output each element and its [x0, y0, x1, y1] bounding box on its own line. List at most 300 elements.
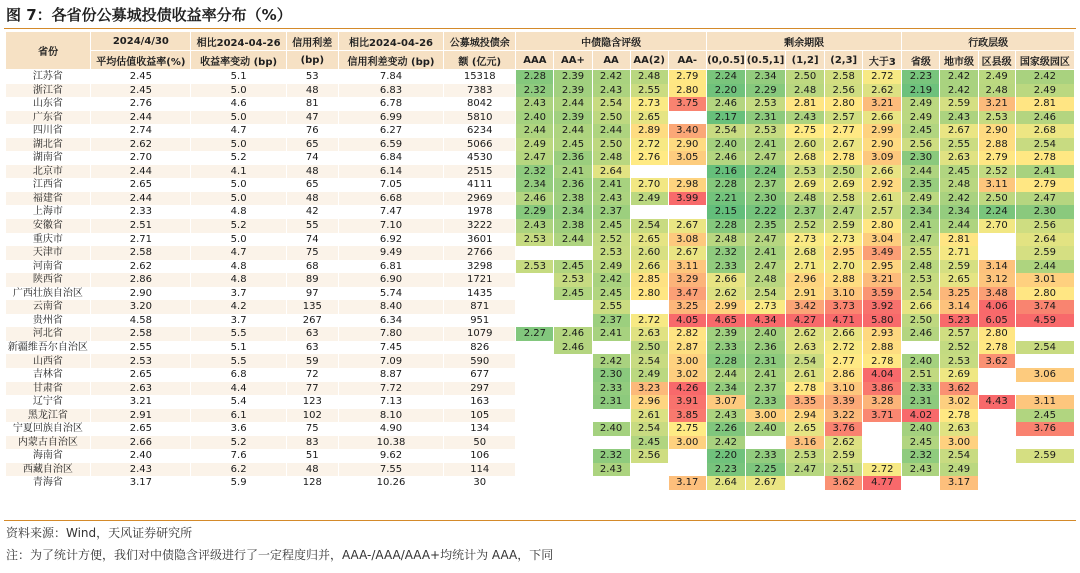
admin-cell	[1015, 382, 1074, 396]
avg-yield-cell: 3.21	[91, 395, 191, 409]
rating-cell: 2.64	[592, 165, 630, 179]
spread-change-cell: 6.59	[338, 138, 443, 152]
province-cell: 西藏自治区	[6, 463, 91, 477]
avg-yield-cell: 3.20	[91, 300, 191, 314]
rating-cell	[668, 463, 706, 477]
admin-cell: 2.45	[902, 124, 940, 138]
spread-change-cell: 7.10	[338, 219, 443, 233]
admin-cell	[978, 463, 1015, 477]
balance-cell: 2766	[444, 246, 516, 260]
table-row	[6, 327, 1075, 341]
tenor-cell: 2.54	[745, 287, 785, 301]
admin-cell: 2.79	[1015, 178, 1074, 192]
header-tenor-0-05: (0,0.5]	[706, 51, 745, 70]
admin-cell: 2.41	[902, 219, 940, 233]
rating-cell	[668, 111, 706, 125]
spread-cell: 97	[286, 287, 338, 301]
tenor-cell: 2.56	[825, 84, 863, 98]
tenor-cell: 4.27	[786, 314, 825, 328]
rating-cell	[592, 341, 630, 355]
spread-cell: 51	[286, 449, 338, 463]
rating-cell: 2.37	[592, 205, 630, 219]
rating-cell: 2.53	[516, 260, 554, 274]
rating-cell	[630, 205, 668, 219]
tenor-cell: 2.36	[745, 341, 785, 355]
admin-cell: 2.49	[902, 192, 940, 206]
admin-cell	[978, 246, 1015, 260]
province-cell: 安徽省	[6, 219, 91, 233]
admin-cell: 2.49	[978, 70, 1015, 84]
admin-cell: 2.24	[978, 205, 1015, 219]
tenor-cell: 2.78	[786, 382, 825, 396]
rating-cell: 2.67	[668, 246, 706, 260]
spread-change-cell: 7.80	[338, 327, 443, 341]
province-cell: 湖南省	[6, 151, 91, 165]
tenor-cell: 2.70	[825, 260, 863, 274]
tenor-cell: 2.95	[863, 260, 902, 274]
admin-cell: 3.74	[1015, 300, 1074, 314]
spread-cell: 48	[286, 463, 338, 477]
admin-cell: 2.47	[1015, 192, 1074, 206]
header-tenor-1-2: (1,2]	[786, 51, 825, 70]
spread-change-cell: 8.10	[338, 409, 443, 423]
tenor-cell: 2.53	[745, 97, 785, 111]
table-row	[6, 84, 1075, 98]
tenor-cell: 2.64	[706, 476, 745, 490]
tenor-cell: 2.17	[706, 111, 745, 125]
spread-cell: 63	[286, 327, 338, 341]
balance-cell: 1978	[444, 205, 516, 219]
admin-cell: 2.50	[978, 192, 1015, 206]
admin-cell: 2.81	[940, 233, 978, 247]
rating-cell: 3.02	[668, 368, 706, 382]
tenor-cell: 2.53	[786, 449, 825, 463]
spread-cell: 76	[286, 124, 338, 138]
tenor-cell: 2.99	[863, 124, 902, 138]
spread-change-cell: 6.92	[338, 233, 443, 247]
tenor-cell	[745, 436, 785, 450]
avg-yield-cell: 2.40	[91, 449, 191, 463]
admin-cell: 4.43	[978, 395, 1015, 409]
balance-cell: 6234	[444, 124, 516, 138]
tenor-cell: 2.63	[786, 341, 825, 355]
admin-cell: 2.59	[1015, 246, 1074, 260]
rating-cell: 2.45	[554, 138, 592, 152]
rating-cell	[516, 463, 554, 477]
tenor-cell: 2.40	[745, 422, 785, 436]
tenor-cell: 2.92	[863, 178, 902, 192]
yield-change-cell: 5.0	[191, 233, 286, 247]
admin-cell: 2.54	[940, 449, 978, 463]
tenor-cell: 2.33	[706, 341, 745, 355]
province-cell: 陕西省	[6, 273, 91, 287]
source-note: 资料来源：Wind，天风证券研究所	[6, 526, 193, 540]
province-cell: 山东省	[6, 97, 91, 111]
rating-cell: 2.46	[554, 341, 592, 355]
tenor-cell: 3.16	[786, 436, 825, 450]
tenor-cell: 3.21	[863, 273, 902, 287]
admin-cell	[978, 409, 1015, 423]
tenor-cell: 2.91	[786, 287, 825, 301]
table-row	[6, 138, 1075, 152]
rating-cell: 2.34	[554, 205, 592, 219]
table-row	[6, 354, 1075, 368]
table-row	[6, 300, 1075, 314]
province-cell: 河南省	[6, 260, 91, 274]
rating-cell	[592, 476, 630, 490]
rating-cell	[554, 300, 592, 314]
rating-cell	[516, 436, 554, 450]
admin-cell: 2.52	[940, 341, 978, 355]
admin-cell: 2.66	[902, 300, 940, 314]
yield-change-cell: 4.8	[191, 260, 286, 274]
rating-cell	[516, 368, 554, 382]
yield-change-cell: 3.7	[191, 287, 286, 301]
tenor-cell: 2.37	[745, 382, 785, 396]
province-cell: 青海省	[6, 476, 91, 490]
tenor-cell: 2.33	[745, 449, 785, 463]
yield-change-cell: 4.1	[191, 165, 286, 179]
admin-cell	[978, 233, 1015, 247]
tenor-cell: 2.50	[786, 70, 825, 84]
header-avg-yield: 平均估值收益率(%)	[91, 51, 191, 70]
tenor-cell: 2.62	[825, 436, 863, 450]
rating-cell	[554, 354, 592, 368]
rating-cell: 2.53	[592, 246, 630, 260]
header-rating-aa-minus: AA-	[668, 51, 706, 70]
province-cell: 江西省	[6, 178, 91, 192]
rating-cell: 2.27	[516, 327, 554, 341]
balance-cell: 3298	[444, 260, 516, 274]
province-cell: 新疆维吾尔自治区	[6, 341, 91, 355]
rating-cell: 2.98	[668, 178, 706, 192]
rating-cell	[668, 165, 706, 179]
province-cell: 山西省	[6, 354, 91, 368]
admin-cell: 2.42	[940, 70, 978, 84]
spread-change-cell: 9.62	[338, 449, 443, 463]
province-cell: 河北省	[6, 327, 91, 341]
table-row	[6, 111, 1075, 125]
tenor-cell: 2.24	[706, 70, 745, 84]
rating-cell: 2.45	[592, 219, 630, 233]
spread-cell: 267	[286, 314, 338, 328]
tenor-cell: 3.28	[863, 395, 902, 409]
rating-cell: 2.31	[592, 395, 630, 409]
yield-change-cell: 3.6	[191, 422, 286, 436]
tenor-cell: 2.15	[706, 205, 745, 219]
tenor-cell: 2.73	[786, 233, 825, 247]
tenor-cell: 3.92	[863, 300, 902, 314]
admin-cell: 2.67	[940, 124, 978, 138]
spread-cell: 53	[286, 70, 338, 84]
rating-cell: 3.91	[668, 395, 706, 409]
rating-cell	[592, 409, 630, 423]
yield-change-cell: 5.9	[191, 476, 286, 490]
rating-cell: 4.26	[668, 382, 706, 396]
tenor-cell	[786, 476, 825, 490]
spread-cell: 48	[286, 165, 338, 179]
rating-cell: 2.46	[516, 192, 554, 206]
admin-cell: 2.78	[1015, 151, 1074, 165]
tenor-cell: 2.47	[745, 233, 785, 247]
tenor-cell: 2.54	[706, 124, 745, 138]
rating-cell: 2.72	[630, 314, 668, 328]
table-body	[6, 70, 1075, 490]
tenor-cell: 2.68	[786, 151, 825, 165]
rating-cell	[630, 300, 668, 314]
tenor-cell: 2.77	[825, 124, 863, 138]
methodology-note: 注：为了统计方便，我们对中债隐含评级进行了一定程度归并，AAA-/AAA/AAA+均统计为 AAA，下同	[6, 548, 554, 562]
tenor-cell: 2.31	[745, 354, 785, 368]
header-rating-group: 中债隐含评级	[516, 32, 707, 51]
rating-cell: 2.75	[668, 422, 706, 436]
balance-cell: 15318	[444, 70, 516, 84]
avg-yield-cell: 2.44	[91, 192, 191, 206]
yield-change-cell: 5.0	[191, 192, 286, 206]
rating-cell: 2.48	[630, 70, 668, 84]
avg-yield-cell: 2.63	[91, 382, 191, 396]
rating-cell: 2.44	[554, 97, 592, 111]
balance-cell: 50	[444, 436, 516, 450]
rating-cell: 2.50	[592, 138, 630, 152]
rating-cell: 2.30	[592, 368, 630, 382]
admin-cell: 2.48	[978, 84, 1015, 98]
rating-cell: 2.60	[630, 246, 668, 260]
tenor-cell: 2.78	[825, 151, 863, 165]
admin-cell: 2.23	[902, 70, 940, 84]
rating-cell: 2.49	[630, 192, 668, 206]
tenor-cell: 2.53	[745, 124, 785, 138]
rating-cell: 2.65	[630, 233, 668, 247]
rating-cell: 2.42	[592, 70, 630, 84]
avg-yield-cell: 2.62	[91, 260, 191, 274]
admin-cell: 2.64	[1015, 233, 1074, 247]
tenor-cell: 2.25	[745, 463, 785, 477]
rating-cell: 3.25	[668, 300, 706, 314]
tenor-cell: 2.58	[825, 192, 863, 206]
yield-change-cell: 4.6	[191, 97, 286, 111]
rating-cell: 3.05	[668, 151, 706, 165]
tenor-cell: 2.94	[786, 409, 825, 423]
admin-cell	[902, 341, 940, 355]
rating-cell	[516, 354, 554, 368]
header-tenor-2-3: (2,3]	[825, 51, 863, 70]
rating-cell: 2.45	[592, 287, 630, 301]
spread-cell: 123	[286, 395, 338, 409]
tenor-cell: 2.67	[825, 138, 863, 152]
top-rule	[4, 28, 1076, 29]
yield-table	[5, 31, 1075, 490]
admin-cell: 2.48	[940, 178, 978, 192]
tenor-cell: 2.42	[706, 436, 745, 450]
rating-cell: 2.45	[554, 260, 592, 274]
avg-yield-cell: 2.71	[91, 233, 191, 247]
rating-cell: 2.49	[516, 138, 554, 152]
spread-change-cell: 6.84	[338, 151, 443, 165]
admin-cell	[978, 368, 1015, 382]
tenor-cell: 2.47	[745, 151, 785, 165]
admin-cell: 2.45	[940, 165, 978, 179]
balance-cell: 1079	[444, 327, 516, 341]
tenor-cell: 4.77	[863, 476, 902, 490]
rating-cell	[516, 395, 554, 409]
spread-change-cell: 9.49	[338, 246, 443, 260]
spread-change-cell: 6.14	[338, 165, 443, 179]
spread-cell: 89	[286, 273, 338, 287]
admin-cell: 2.40	[902, 354, 940, 368]
balance-cell: 30	[444, 476, 516, 490]
rating-cell	[554, 422, 592, 436]
admin-cell: 2.50	[902, 314, 940, 328]
avg-yield-cell: 2.65	[91, 178, 191, 192]
admin-cell: 2.59	[940, 260, 978, 274]
tenor-cell: 2.29	[745, 84, 785, 98]
rating-cell: 2.33	[592, 382, 630, 396]
tenor-cell: 2.50	[825, 165, 863, 179]
rating-cell: 2.80	[630, 287, 668, 301]
tenor-cell: 2.99	[706, 300, 745, 314]
table-row	[6, 246, 1075, 260]
tenor-cell: 2.80	[863, 219, 902, 233]
rating-cell	[554, 463, 592, 477]
admin-cell: 2.63	[940, 151, 978, 165]
admin-cell: 2.90	[978, 124, 1015, 138]
rating-cell: 2.47	[516, 151, 554, 165]
tenor-cell: 2.73	[745, 300, 785, 314]
rating-cell: 2.40	[516, 111, 554, 125]
tenor-cell: 3.59	[863, 287, 902, 301]
table-row	[6, 287, 1075, 301]
spread-cell: 75	[286, 246, 338, 260]
admin-cell: 3.62	[978, 354, 1015, 368]
rating-cell: 2.65	[630, 111, 668, 125]
admin-cell: 2.53	[940, 354, 978, 368]
header-date: 2024/4/30	[91, 32, 191, 51]
yield-change-cell: 5.0	[191, 138, 286, 152]
header-province: 省份	[6, 32, 91, 70]
rating-cell: 2.43	[516, 219, 554, 233]
yield-change-cell: 5.2	[191, 151, 286, 165]
rating-cell: 2.53	[516, 233, 554, 247]
tenor-cell: 2.21	[706, 192, 745, 206]
spread-cell: 77	[286, 382, 338, 396]
rating-cell: 2.36	[554, 178, 592, 192]
admin-cell: 3.21	[978, 97, 1015, 111]
spread-cell: 102	[286, 409, 338, 423]
balance-cell: 106	[444, 449, 516, 463]
yield-change-cell: 5.4	[191, 395, 286, 409]
admin-cell: 3.48	[978, 287, 1015, 301]
admin-cell: 2.44	[902, 165, 940, 179]
tenor-cell: 3.71	[863, 409, 902, 423]
balance-cell: 114	[444, 463, 516, 477]
tenor-cell: 3.22	[825, 409, 863, 423]
table-row	[6, 409, 1075, 423]
tenor-cell: 2.72	[863, 463, 902, 477]
yield-change-cell: 3.7	[191, 314, 286, 328]
balance-cell: 7383	[444, 84, 516, 98]
yield-change-cell: 5.0	[191, 111, 286, 125]
tenor-cell: 2.23	[706, 463, 745, 477]
admin-cell: 2.35	[902, 178, 940, 192]
rating-cell: 2.32	[592, 449, 630, 463]
balance-cell: 826	[444, 341, 516, 355]
avg-yield-cell: 2.53	[91, 354, 191, 368]
tenor-cell	[863, 449, 902, 463]
admin-cell	[978, 476, 1015, 490]
admin-cell: 3.17	[940, 476, 978, 490]
rating-cell	[630, 463, 668, 477]
spread-change-cell: 6.83	[338, 84, 443, 98]
rating-cell	[554, 476, 592, 490]
admin-cell: 2.40	[902, 422, 940, 436]
header-admin-group: 行政层级	[902, 32, 1075, 51]
admin-cell: 3.12	[978, 273, 1015, 287]
admin-cell: 2.52	[978, 165, 1015, 179]
rating-cell: 2.67	[668, 219, 706, 233]
yield-change-cell: 4.7	[191, 124, 286, 138]
spread-change-cell: 7.55	[338, 463, 443, 477]
province-cell: 四川省	[6, 124, 91, 138]
rating-cell: 3.08	[668, 233, 706, 247]
admin-cell: 3.11	[978, 178, 1015, 192]
spread-change-cell: 7.72	[338, 382, 443, 396]
admin-cell: 3.25	[940, 287, 978, 301]
avg-yield-cell: 4.58	[91, 314, 191, 328]
table-row	[6, 151, 1075, 165]
admin-cell	[1015, 354, 1074, 368]
avg-yield-cell: 2.62	[91, 138, 191, 152]
tenor-cell: 2.80	[825, 97, 863, 111]
header-balance: 公募城投债余	[444, 32, 516, 51]
table-row	[6, 233, 1075, 247]
balance-cell: 163	[444, 395, 516, 409]
rating-cell: 2.53	[554, 273, 592, 287]
tenor-cell: 2.60	[786, 138, 825, 152]
balance-cell: 5066	[444, 138, 516, 152]
balance-cell: 8042	[444, 97, 516, 111]
yield-change-cell: 7.6	[191, 449, 286, 463]
rating-cell: 2.39	[554, 111, 592, 125]
rating-cell: 2.48	[592, 151, 630, 165]
admin-cell	[978, 422, 1015, 436]
header-spread-change-bp: 信用利差变动 (bp)	[338, 51, 443, 70]
rating-cell: 2.52	[592, 233, 630, 247]
avg-yield-cell: 2.91	[91, 409, 191, 423]
avg-yield-cell: 3.17	[91, 476, 191, 490]
rating-cell	[554, 382, 592, 396]
tenor-cell: 3.09	[863, 151, 902, 165]
rating-cell: 2.43	[592, 192, 630, 206]
rating-cell	[516, 449, 554, 463]
admin-cell: 2.49	[902, 97, 940, 111]
tenor-cell: 4.71	[825, 314, 863, 328]
tenor-cell: 3.62	[825, 476, 863, 490]
tenor-cell: 2.61	[863, 192, 902, 206]
rating-cell: 2.34	[516, 178, 554, 192]
admin-cell: 2.59	[940, 97, 978, 111]
rating-cell	[554, 449, 592, 463]
tenor-cell: 2.40	[706, 138, 745, 152]
tenor-cell: 2.44	[706, 368, 745, 382]
spread-change-cell: 6.27	[338, 124, 443, 138]
admin-cell: 2.43	[940, 111, 978, 125]
rating-cell: 3.40	[668, 124, 706, 138]
admin-cell: 2.34	[940, 205, 978, 219]
admin-cell: 2.71	[940, 246, 978, 260]
spread-cell: 42	[286, 205, 338, 219]
tenor-cell: 3.04	[863, 233, 902, 247]
